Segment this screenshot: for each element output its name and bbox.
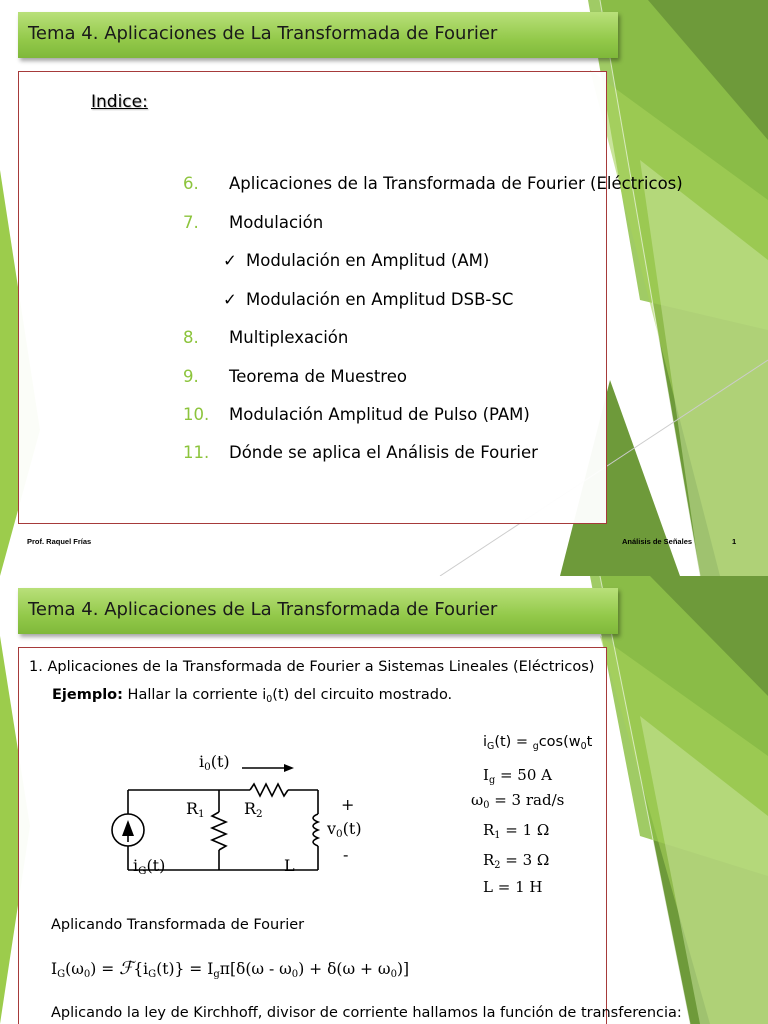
index-number: 8. (183, 328, 199, 347)
symbol: ) = (90, 960, 120, 978)
subscript: 2 (256, 808, 263, 820)
subscript: G (57, 969, 66, 980)
subscript: 0 (83, 969, 91, 980)
symbol: ) + δ(ω + ω (298, 960, 391, 978)
subscript: 0 (204, 761, 211, 773)
voltage-label-v0 (327, 819, 362, 840)
symbol: (t) = (494, 734, 533, 750)
subscript: G (138, 865, 147, 877)
subscript: 0 (390, 969, 397, 980)
index-label: Modulación en Amplitud DSB-SC (246, 290, 514, 309)
symbol: cos(w (538, 734, 581, 750)
symbol: π[δ(ω - ω (219, 960, 292, 978)
symbol: t (586, 734, 593, 750)
symbol: R (483, 851, 495, 869)
minus-sign: - (343, 845, 349, 864)
index-number: 11. (183, 443, 210, 462)
subscript: g (488, 775, 496, 786)
inductor-label: L (284, 856, 295, 875)
symbol: i (483, 734, 488, 750)
symbol: ω (471, 791, 484, 809)
param-r1 (483, 821, 549, 841)
index-heading: Indice: (91, 92, 148, 112)
symbol: R (244, 799, 257, 818)
fourier-equation (51, 958, 409, 980)
example-statement (52, 687, 452, 705)
index-label: Dónde se aplica el Análisis de Fourier (229, 443, 538, 462)
subscript: g (213, 969, 220, 980)
symbol: I (483, 766, 489, 784)
param-r2 (483, 851, 549, 871)
param-l (483, 878, 542, 896)
value: = 3 Ω (500, 851, 550, 869)
param-ig (483, 734, 592, 752)
subscript: 0 (483, 800, 490, 811)
value: = 3 rad/s (489, 791, 565, 809)
example-text: (t) del circuito mostrado. (272, 687, 453, 703)
subscript: 0 (291, 969, 299, 980)
symbol: R (483, 821, 495, 839)
section-heading: 1. Aplicaciones de la Transformada de Fourier a Sistemas Lineales (Eléctricos) (29, 659, 595, 675)
subscript: 0 (580, 741, 587, 752)
index-label: Modulación Amplitud de Pulso (PAM) (229, 405, 530, 424)
symbol: (t)} = I (156, 960, 214, 978)
index-number: 6. (183, 174, 199, 193)
symbol: i (133, 856, 139, 875)
applying-fourier-text: Aplicando Transformada de Fourier (51, 917, 305, 933)
index-label: Modulación (229, 213, 324, 232)
subscript: 1 (494, 830, 501, 841)
slide-title: Tema 4. Aplicaciones de La Transformada de Fourier (28, 599, 498, 620)
source-label-ig (133, 856, 165, 877)
symbol: i (199, 752, 205, 771)
slide-title-bar (18, 588, 618, 634)
subscript: 0 (336, 828, 343, 840)
symbol: (ω (65, 960, 84, 978)
slide-2 (0, 576, 768, 1024)
fourier-symbol: ℱ (119, 958, 134, 979)
index-label: Aplicaciones de la Transformada de Fourier (Eléctricos) (229, 174, 683, 193)
symbol: (t) (342, 819, 362, 838)
index-label: Teorema de Muestreo (229, 367, 407, 386)
subscript: 1 (198, 808, 205, 820)
subscript: 0 (266, 694, 273, 705)
slide-title-bar (18, 12, 618, 58)
check-icon: ✓ (223, 251, 237, 270)
footer-author: Prof. Raquel Frías (27, 537, 92, 546)
symbol: (t) (146, 856, 166, 875)
current-label-i0 (199, 752, 230, 773)
index-label: Modulación en Amplitud (AM) (246, 251, 490, 270)
param-ig-value (483, 766, 552, 786)
symbol: L (483, 878, 493, 896)
resistor-label-r1 (186, 799, 205, 820)
example-label: Ejemplo: (52, 687, 123, 703)
index-label: Multiplexación (229, 328, 349, 347)
value: = 50 A (495, 766, 552, 784)
plus-sign: + (341, 795, 355, 814)
page-number: 1 (732, 537, 737, 546)
symbol: (t) (210, 752, 230, 771)
value: = 1 H (492, 878, 543, 896)
index-number: 7. (183, 213, 199, 232)
param-omega0 (471, 791, 564, 811)
content-box (18, 71, 683, 524)
symbol: {i (133, 960, 149, 978)
symbol: R (186, 799, 199, 818)
check-icon: ✓ (223, 290, 237, 309)
subscript: g (532, 741, 539, 752)
resistor-label-r2 (244, 799, 263, 820)
index-number: 9. (183, 367, 199, 386)
subscript: 2 (494, 860, 501, 871)
example-text: Hallar la corriente i (122, 687, 267, 703)
symbol: v (327, 819, 337, 838)
symbol: I (51, 960, 58, 978)
kirchhoff-text: Aplicando la ley de Kirchhoff, divisor de corriente hallamos la función de transferencia: (51, 1005, 682, 1021)
footer-course: Análisis de Señales (622, 537, 693, 546)
value: = 1 Ω (500, 821, 550, 839)
symbol: )] (396, 960, 410, 978)
subscript: G (148, 969, 157, 980)
index-number: 10. (183, 405, 210, 424)
slide-title: Tema 4. Aplicaciones de La Transformada de Fourier (28, 23, 498, 44)
subscript: G (487, 741, 495, 752)
